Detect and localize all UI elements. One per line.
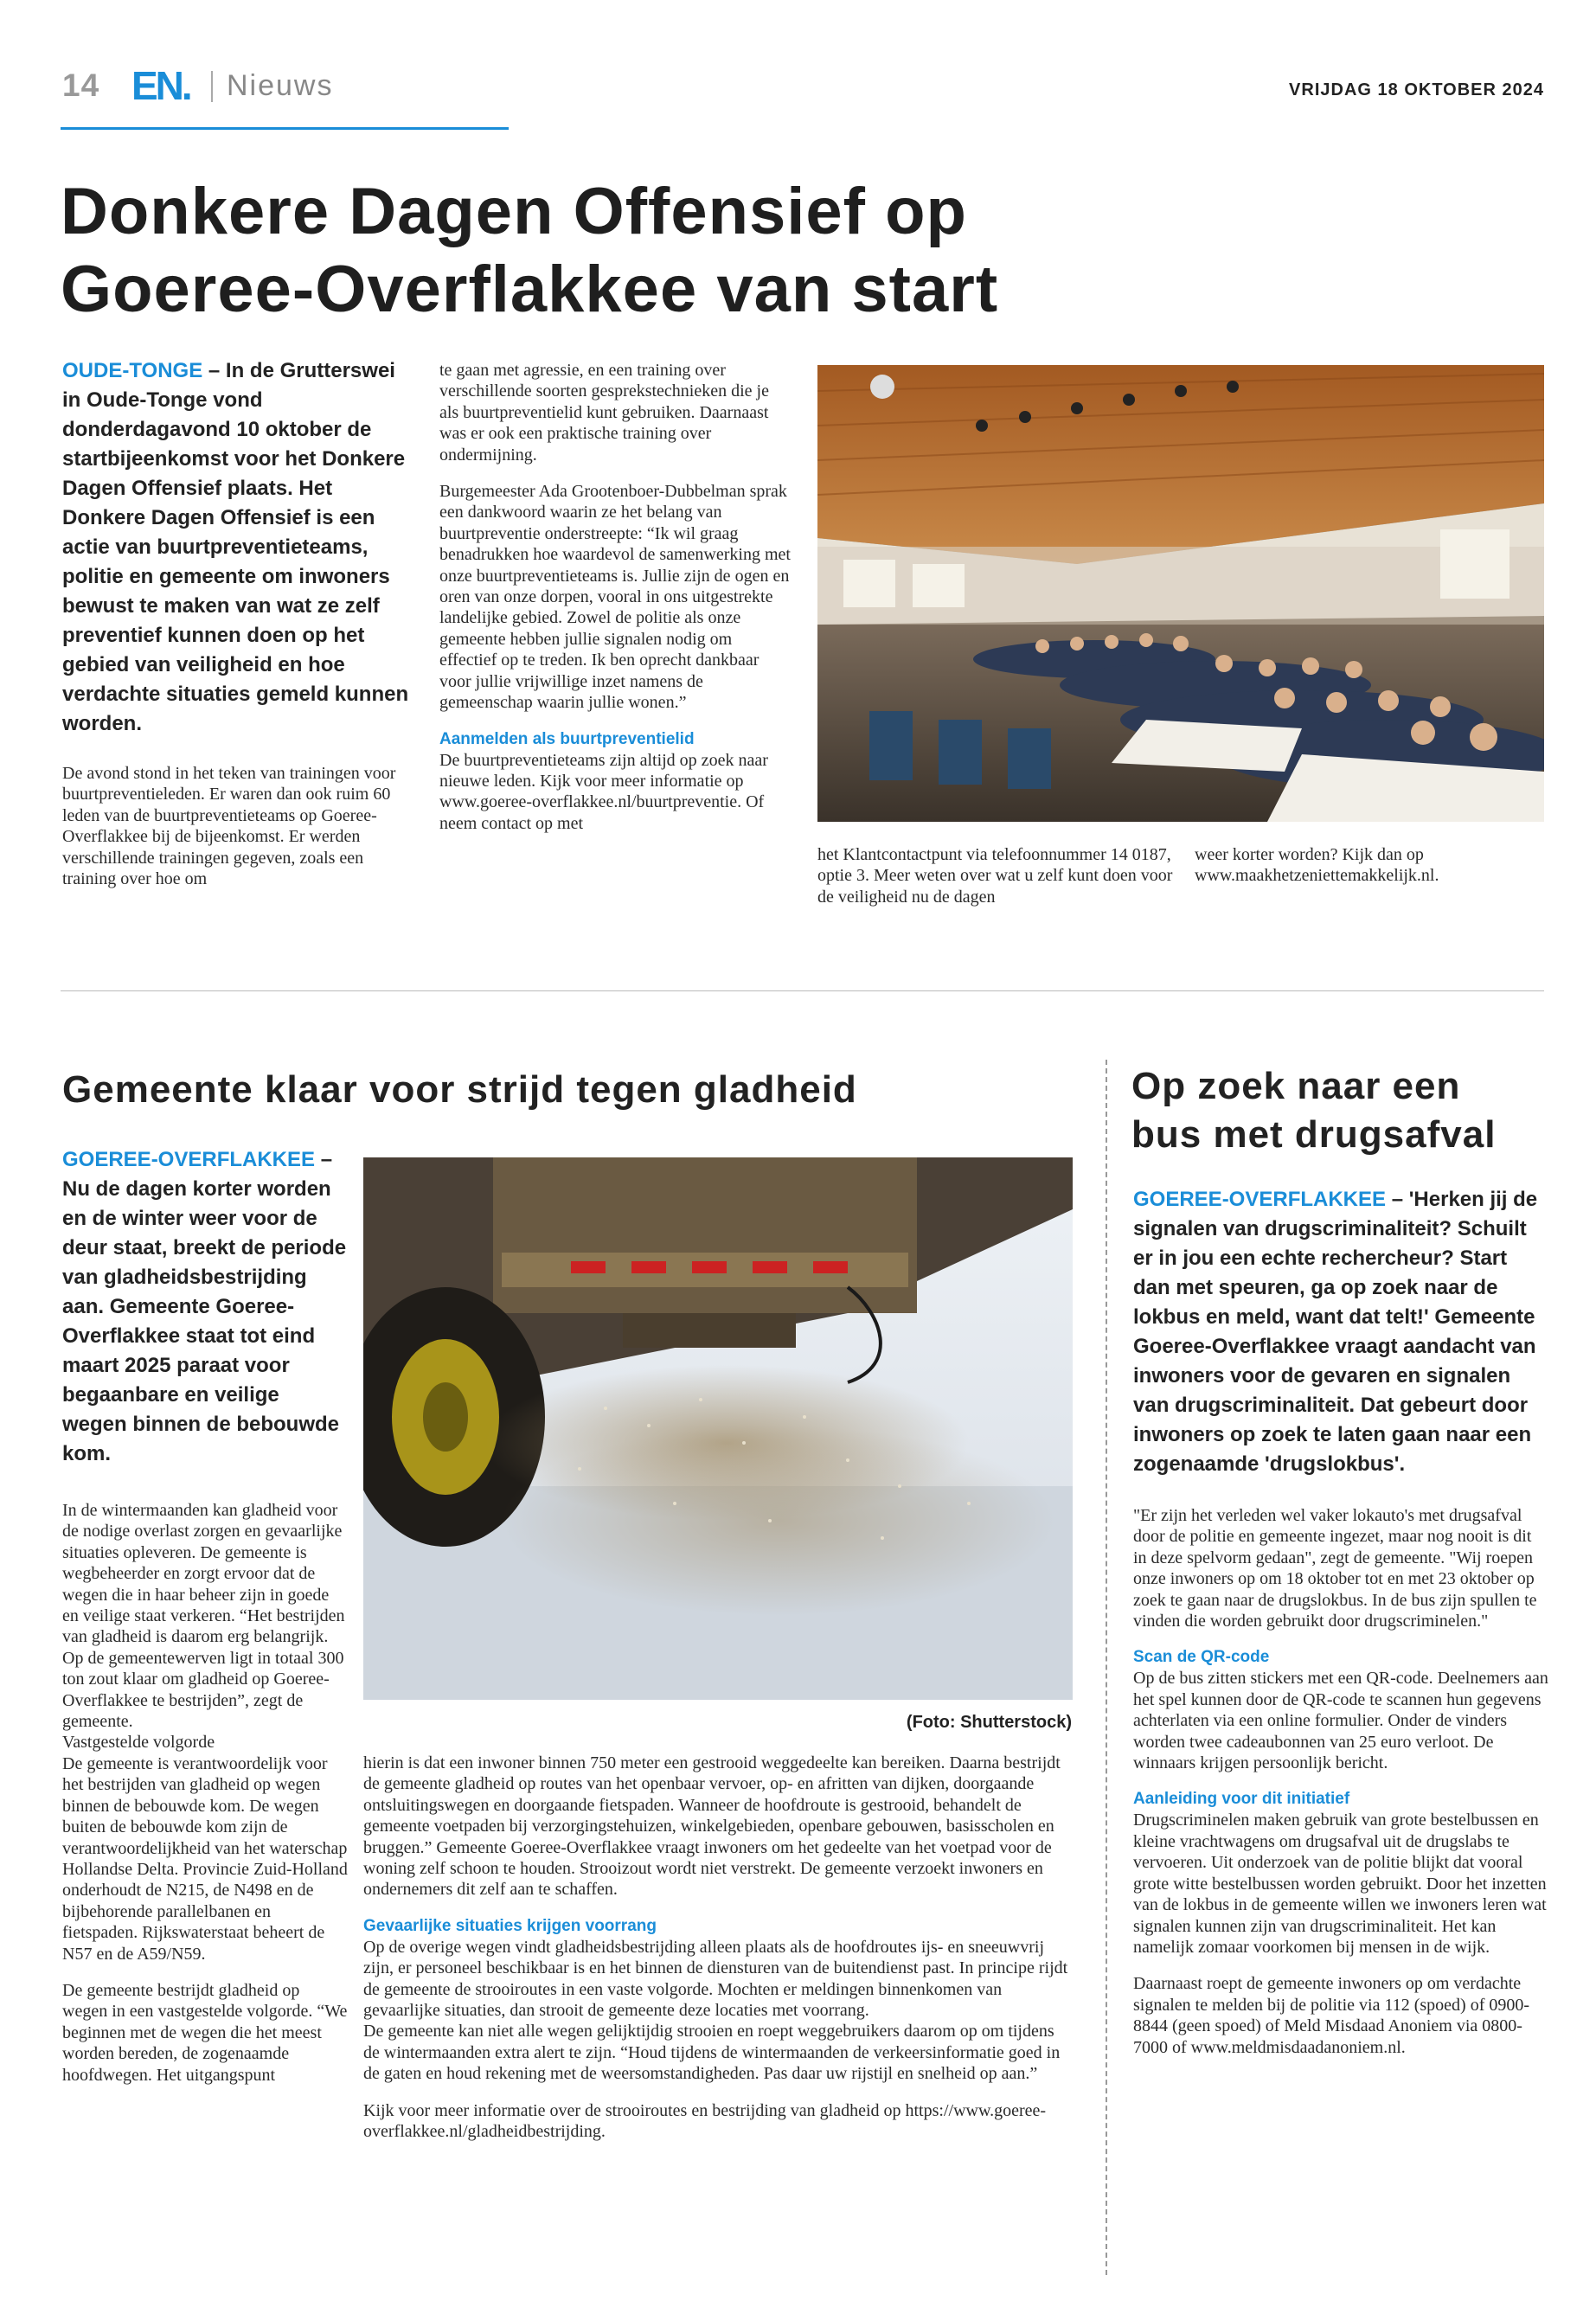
article-2-col-1 — [62, 1145, 348, 2101]
subheading: Aanleiding voor dit initiatief — [1133, 1790, 1350, 1809]
subheading: Gevaarlijke situaties krijgen voorrang — [363, 1916, 657, 1935]
article-3-lead: GOEREE-OVERFLAKKEE – 'Herken jij de signalen van drugscriminaliteit? Schuilt er in jou een echte rechercheur? Start dan met speuren, ga op zoek naar de lokbus en meld, want dat telt!' Gemeente Goeree-Overflakkee vraagt aandacht van inwoners voor de gevaren en signalen van drugscriminaliteit. Dat gebeurt door inwoners op zoek te laten gaan naar een zogenaamde 'drugslokbus'. — [1133, 1188, 1538, 1476]
paragraph: Drugscriminelen maken gebruik van grote bestelbussen en kleine vrachtwagens om drugsafval uit de drugslabs te vervoeren. Uit onderzoek van de politie blijkt dat vooral grote witte bestelbussen worden gebruikt. Door het inzetten van de lokbus in de gemeente willen we inwoners leren wat signalen kunnen zijn van drugscriminaliteit. Het kan namelijk zomaar voorkomen bij mensen in de wijk. — [1133, 1811, 1547, 1957]
issue-date: VRIJDAG 18 OKTOBER 2024 — [1289, 80, 1544, 99]
paragraph: hierin is dat een inwoner binnen 750 meter een gestrooid weggedeelte kan bereiken. Daarna bestrijdt de gemeente gladheid op routes van het openbaar vervoer, op- en afritten van dijken, doorgaande ontsluitingswegen en doorgaande fietspaden. Wanneer de hoofdroute is gestrooid, behandelt de gemeente voetpaden bij verzorgingstehuizen, winkelgebieden, openbare gebouwen, basisscholen en bruggen.” Gemeente Goeree-Overflakkee vraagt inwoners om het gedeelte van het voetpad voor de woning zelf schoon te houden. Strooizout wordt niet verstrekt. De gemeente verzoekt inwoners en ondernemers dit zelf aan te schaffen. — [363, 1753, 1061, 1900]
newspaper-logo: EN. — [131, 63, 190, 108]
page-number: 14 — [62, 67, 100, 103]
paragraph: De buurtpreventieteams zijn altijd op zoek naar nieuwe leden. Kijk voor meer informatie op www.goeree-overflakkee.nl/buurtpreventie. Of neem contact op met — [439, 750, 768, 833]
paragraph: De avond stond in het teken van trainingen voor buurtpreventieleden. Er waren dan ook ruim 60 leden van de buurtpreventieteams op Goeree-Overflakkee bij de bijeenkomst. Er werden verschillende trainingen gegeven, zoals een training over hoe om — [62, 764, 396, 889]
photo-caption: (Foto: Shutterstock) — [906, 1713, 1072, 1732]
paragraph: Daarnaast roept de gemeente inwoners op om verdachte signalen te melden bij de politie via 112 (spoed) of 0900-8844 (geen spoed) of Meld Misdaad Anoniem via 0800-7000 of www.meldmisdaadanoniem.nl. — [1133, 1974, 1530, 2057]
article-2-body — [62, 1500, 348, 2086]
article-2-col-2 — [363, 1753, 1074, 2158]
subheading: Aanmelden als buurtpreventielid — [439, 729, 695, 748]
paragraph: De gemeente bestrijdt gladheid op wegen in een vastgestelde volgorde. “We beginnen met de wegen die het meest worden bereden, de zogenaamde hoofdwegen. Het uitgangspunt — [62, 1980, 348, 2085]
article-1-col-1 — [62, 356, 413, 905]
paragraph: Op de bus zitten stickers met een QR-code. Deelnemers aan het spel kunnen door de QR-code te scannen hun gegevens achterlaten via een online formulier. Onder de vinders worden twee cadeaubonnen van 25 euro verloot. De winnaars krijgen persoonlijk bericht. — [1133, 1669, 1548, 1773]
article-1-body — [62, 763, 413, 889]
column-divider — [1106, 1060, 1107, 2275]
header-rule — [61, 127, 509, 130]
dateline: GOEREE-OVERFLAKKEE — [1133, 1188, 1387, 1211]
headline-article-2: Gemeente klaar voor strijd tegen gladheid — [62, 1068, 857, 1111]
paragraph: Kijk voor meer informatie over de strooiroutes en bestrijding van gladheid op https://www.goeree-overflakkee.nl/gladheidbestrijding. — [363, 2100, 1047, 2142]
paragraph: Op de overige wegen vindt gladheidsbestrijding alleen plaats als de hoofdroutes ijs- en sneeuwvrij zijn, er personeel beschikbaar is en het binnen de diensturen van de buitendienst past. In principe rijdt de gemeente de strooiroutes in een vaste volgorde. Mochten er meldingen binnenkomen van gevaarlijke situaties, dan strooit de gemeente deze locaties met voorrang. — [363, 1937, 1068, 2021]
header-divider — [211, 71, 213, 102]
paragraph: Vastgestelde volgorde — [62, 1733, 215, 1753]
section-divider — [61, 990, 1544, 991]
subheading: Scan de QR-code — [1133, 1648, 1270, 1667]
paragraph: In de wintermaanden kan gladheid voor de nodige overlast zorgen en gevaarlijke situaties opleveren. De gemeente is wegbeheerder en zorgt ervoor dat de wegen die in haar beheer zijn in goede en veilige staat verkeren. “Het bestrijden van gladheid is daarom erg belangrijk. Op de gemeentewerven ligt in totaal 300 ton zout klaar om gladheid op Goeree-Overflakkee te bestrijden”, zegt de gemeente. — [62, 1501, 345, 1732]
headline-article-3: Op zoek naar een bus met drugsafval — [1131, 1065, 1497, 1156]
paragraph: De gemeente is verantwoordelijk voor het bestrijden van gladheid op wegen binnen de bebouwde kom. De wegen buiten de bebouwde kom zijn de verantwoordelijkheid van het waterschap Hollandse Delta. Provincie Zuid-Holland onderhoudt de N215, de N498 en de bijbehorende parallelbanen en fietspaden. Rijkswaterstaat beheert de N57 en de A59/N59. — [62, 1753, 348, 1964]
paragraph: te gaan met agressie, en een training over verschillende soorten gesprekstechnieken die je als buurtpreventielid kunt gebruiken. Daarnaast was er ook een praktische training over ondermijning. — [439, 361, 769, 465]
meeting-photo — [817, 365, 1544, 822]
dateline: GOEREE-OVERFLAKKEE — [62, 1148, 316, 1171]
article-3-body — [1133, 1505, 1548, 2058]
paragraph: Burgemeester Ada Grootenboer-Dubbelman sprak een dankwoord waarin ze het belang van buurtpreventie onderstreepte: “Ik wil graag benadrukken hoe waardevol de samenwerking met onze buurtpreventieteams is. Jullie zijn de ogen en oren van onze dorpen, vooral in ons uitgestrekte landelijke gebied. Zowel de politie als onze gemeente hebben jullie signalen nodig om effectief op te treden. Ik ben oprecht dankbaar voor jullie vrijwillige inzet namens de gemeenschap waarin jullie wonen.” — [439, 482, 791, 713]
gritting-truck-photo — [363, 1157, 1073, 1700]
dateline: OUDE-TONGE — [62, 359, 203, 382]
paragraph: De gemeente kan niet alle wegen gelijktijdig strooien en roept weggebruikers daarom op om tijdens de wintermaanden extra alert te zijn. “Houd tijdens de wintermaanden de verkeersinformatie goed in de gaten en houd rekening met de weersomstandigheden. Pas daar uw rijstijl en snelheid op aan.” — [363, 2022, 1061, 2084]
article-3-column — [1133, 1185, 1548, 2073]
article-1-col-4 — [1195, 844, 1549, 902]
article-2-lead: GOEREE-OVERFLAKKEE – Nu de dagen korter worden en de winter weer voor de deur staat, breekt de periode van gladheidsbestrijding aan. Gemeente Goeree-Overflakkee staat tot eind maart 2025 paraat voor begaanbare en veilige wegen binnen de bebouwde kom. — [62, 1148, 347, 1465]
headline-article-1 — [61, 173, 1531, 329]
paragraph: "Er zijn het verleden wel vaker lokauto's met drugsafval door de politie en gemeente ingezet, maar nog nooit is dit in deze spelvorm gedaan", zegt de gemeente. "Wij roepen onze inwoners op om 18 oktober tot en met 23 oktober op zoek te gaan naar de drugslokbus. In de bus zijn spullen te vinden die worden gebruikt door drugscriminelen." — [1133, 1506, 1537, 1631]
article-1-col-3 — [817, 844, 1176, 923]
paragraph: het Klantcontactpunt via telefoonnummer 14 0187, optie 3. Meer weten over wat u zelf kunt doen voor de veiligheid nu de dagen — [817, 845, 1173, 907]
section-label: Nieuws — [227, 69, 334, 102]
headline-line-1: Donkere Dagen Offensief op — [61, 175, 967, 248]
article-1-col-2 — [439, 360, 792, 849]
paragraph: weer korter worden? Kijk dan op www.maakhetzeniettemakkelijk.nl. — [1195, 845, 1439, 886]
headline-line-2: Goeree-Overflakkee van start — [61, 253, 999, 326]
article-1-lead: OUDE-TONGE – In de Grutterswei in Oude-Tonge vond donderdagavond 10 oktober de startbijeenkomst voor het Donkere Dagen Offensief plaats. Het Donkere Dagen Offensief is een actie van buurtpreventieteams, politie en gemeente om inwoners bewust te maken van wat ze zelf preventief kunnen doen op het gebied van veiligheid en hoe verdachte situaties gemeld kunnen worden. — [62, 359, 409, 735]
